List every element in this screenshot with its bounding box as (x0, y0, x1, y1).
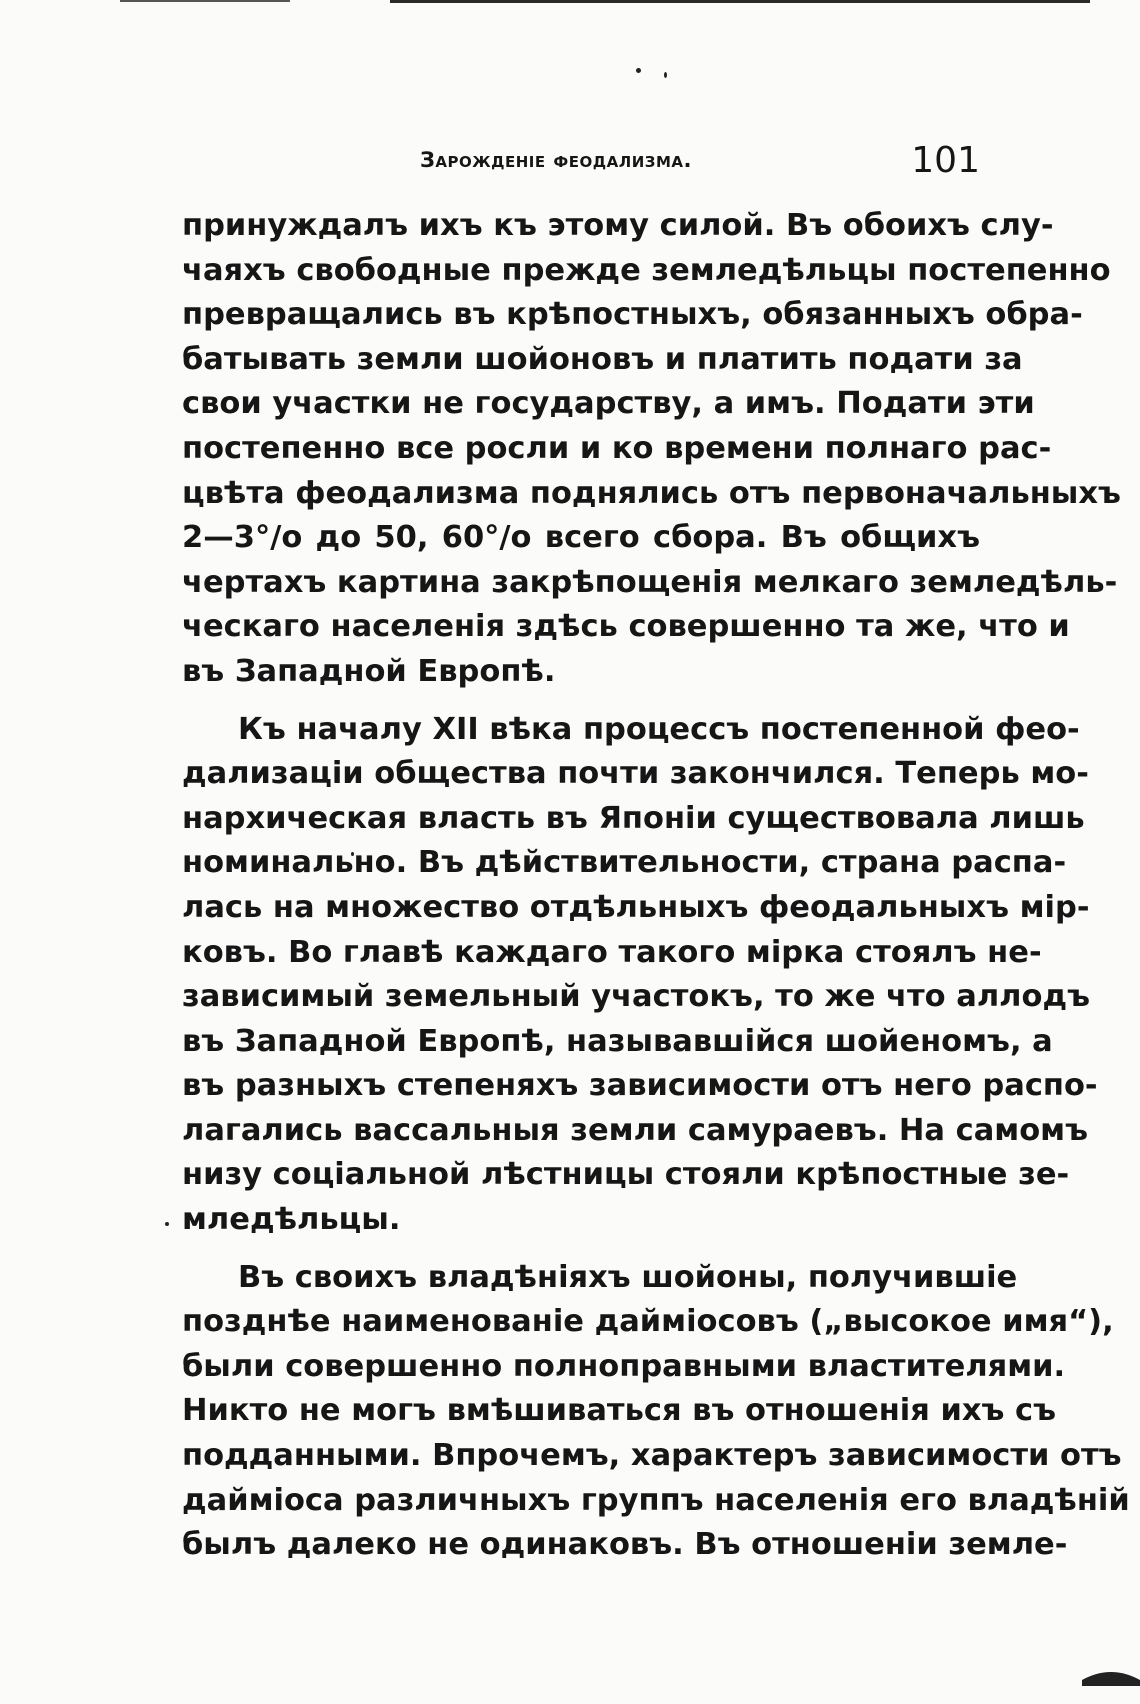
text-line: Никто не могъ вмѣшиваться въ отношенія ихъ съ (182, 1393, 1057, 1429)
text-line: въ Западной Европѣ. (182, 653, 556, 689)
running-title: Зарожденіе феодализма. (420, 148, 692, 172)
paragraph-3 (182, 1256, 1130, 1568)
text-line: свои участки не государству, а имъ. Подати эти (182, 386, 1035, 422)
text-line: лагались вассальныя земли самураевъ. На самомъ (182, 1112, 1089, 1148)
text-line: мледѣльцы. (182, 1202, 401, 1238)
paragraph-1 (182, 204, 1121, 695)
text-line: батывать земли шойоновъ и платить подати за (182, 341, 1023, 377)
text-line: въ Западной Европѣ, называвшійся шойеномъ, а (182, 1023, 1053, 1059)
text-line: былъ далеко не одинаковъ. Въ отношеніи земле- (182, 1527, 1068, 1563)
page-number: 101 (911, 140, 980, 181)
text-line: 2—3°/o до 50, 60°/o всего сбора. Въ общихъ (182, 520, 980, 556)
text-line: чертахъ картина закрѣпощенія мелкаго земледѣль- (182, 564, 1118, 600)
body-text (182, 204, 1130, 1568)
ornament-icon (1082, 1660, 1140, 1686)
top-scan-rule (390, 0, 1090, 3)
text-line: превращались въ крѣпостныхъ, обязанныхъ обра- (182, 297, 1083, 333)
paragraph-2 (182, 708, 1098, 1243)
text-line: принуждалъ ихъ къ этому силой. Въ обоихъ слу- (182, 208, 1054, 243)
text-line: позднѣе наименованіе даймiосовъ („высокое имя“), (182, 1304, 1114, 1340)
scan-speck (165, 1222, 169, 1226)
text-line: даймiоса различныхъ группъ населенія его владѣній (182, 1482, 1130, 1518)
text-line: были совершенно полноправными властителями. (182, 1348, 1066, 1384)
text-line: Къ началу XII вѣка процессъ постепенной фео- (238, 711, 1080, 747)
scan-speck (636, 68, 641, 73)
text-line: постепенно все росли и ко времени полнаго рас- (182, 430, 1052, 466)
text-line: цвѣта феодализма поднялись отъ первоначальныхъ (182, 475, 1121, 511)
paragraph-gap (182, 1243, 980, 1256)
text-line: ковъ. Во главѣ каждаго такого мірка стоялъ не- (182, 934, 1042, 970)
text-line: номинально. Въ дѣйствительности, страна распа- (182, 845, 1067, 881)
page-header (180, 140, 980, 190)
text-line: подданными. Впрочемъ, характеръ зависимости отъ (182, 1438, 1122, 1474)
text-line: ческаго населенія здѣсь совершенно та же, что и (182, 609, 1070, 645)
text-line: дализаціи общества почти закончился. Теперь мо- (182, 756, 1089, 792)
text-line: лась на множество отдѣльныхъ феодальныхъ мір- (182, 889, 1090, 925)
text-line: Въ своихъ владѣніяхъ шойоны, получившіе (238, 1259, 1018, 1295)
top-scan-rule-left (120, 0, 290, 2)
paragraph-gap (182, 695, 980, 708)
scan-speck (664, 72, 667, 78)
text-line: въ разныхъ степеняхъ зависимости отъ него распо- (182, 1068, 1098, 1104)
text-line: нархическая власть въ Японіи существовала лишь (182, 800, 1085, 836)
text-line: низу соціальной лѣстницы стояли крѣпостные зе- (182, 1157, 1070, 1193)
text-line: зависимый земельный участокъ, то же что аллодъ (182, 979, 1091, 1015)
text-line: чаяхъ свободные прежде земледѣльцы постепенно (182, 252, 1111, 288)
